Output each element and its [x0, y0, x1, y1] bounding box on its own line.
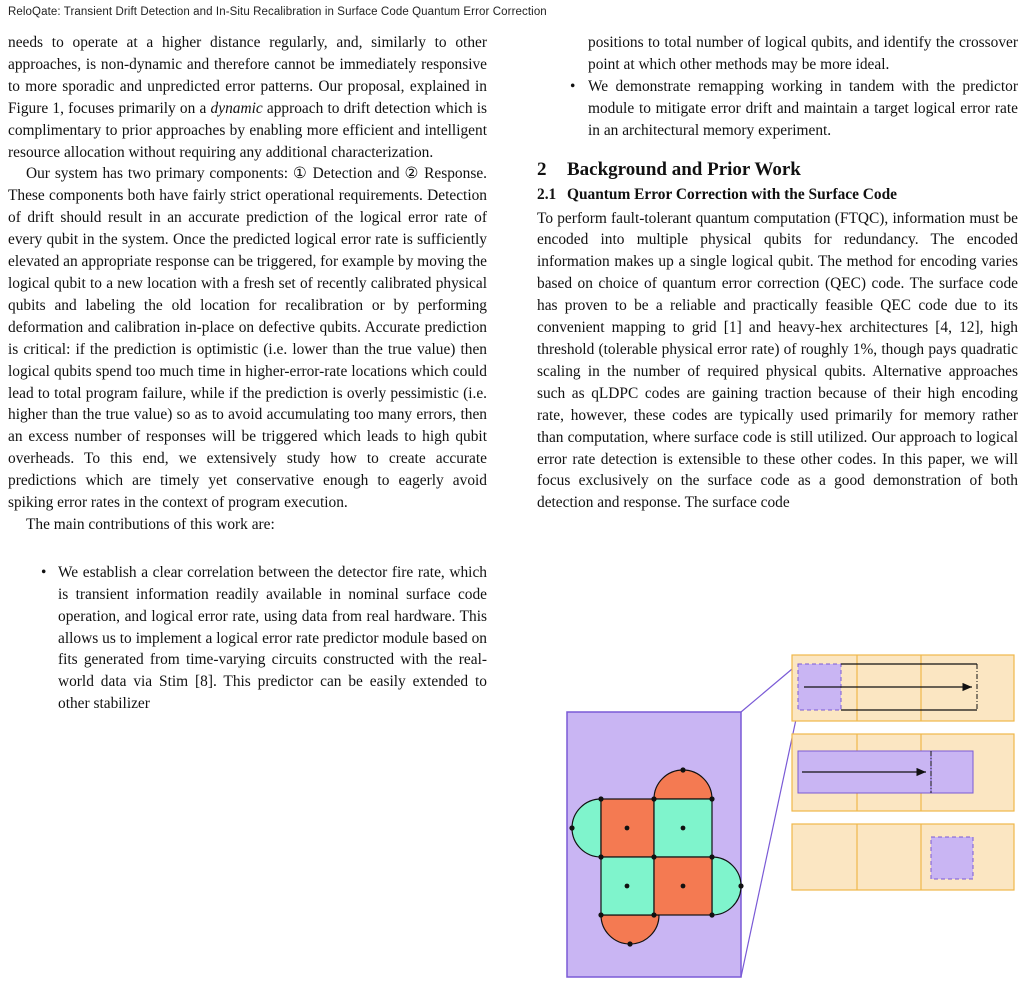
layout-panel-1: [792, 655, 1014, 721]
bullet-icon: •: [41, 563, 47, 581]
paragraph: To perform fault-tolerant quantum computation (FTQC), information must be encoded into multiple physical qubits for redundancy. The encoded information makes up a single logical qubit. The method for encoding varies based on choice of quantum error correction (QEC) code. The surface code has proven to be a reliable and practically feasible QEC code due to its convenient mapping to grid [1] and heavy-hex architectures [4, 12], high threshold (tolerable physical error rate) of roughly 1%, though pays quadratic scaling in the number of required physical qubits. Alternative approaches such as qLDPC codes are gaining traction because of their high encoding rate, however, these codes are typically used primarily for memory rather than computation, where surface code is still utilized. Our approach to logical error rate detection is extensible to these other codes. In this paper, we will focus exclusively on the surface code as a good demonstration of both detection and response. The surface code: [537, 209, 1018, 512]
emphasis: dynamic: [210, 99, 263, 117]
layout-panel-3: [792, 824, 1014, 890]
list-item: [8, 562, 487, 715]
list-item-text: We establish a clear correlation between the detector fire rate, which is transient information readily available in nominal surface code operation, and logical error rate, using data from real hardware. This allows us to implement a logical error rate predictor module based on fits generated from time-varying circuits constructed with the real-world data via Stim [8]. This predictor can be easily extended to other stabilizer: [58, 563, 487, 713]
paragraph: Our system has two primary components: ① Detection and ② Response. These components both have fairly strict operational requirements. Detection of drift should result in an accurate prediction of the logical error rate of every qubit in the system. Once the predicted logical error rate is sufficiently elevated an appropriate response can be triggered, for example by moving the logical qubit to a new location with a fresh set of recently calibrated physical qubits and labeling the old location for recalibration or by performing deformation and calibration in-place on defective qubits. Accurate prediction is critical: if the prediction is optimistic (i.e. lower than the true value) then logical qubits spend too much time in higher-error-rate locations which could lead to total program failure, while if the prediction is overly pessimistic (i.e. higher than the true value) so as to avoid accumulating too many errors, then an excess number of responses will be triggered which leads to high qubit overheads. To this end, we extensively study how to create accurate predictions which are timely yet conservative enough to eagerly avoid spiking error rates in the context of program execution.: [8, 165, 487, 512]
contributions-list-cont: [537, 76, 1018, 142]
bullet-icon: •: [570, 77, 576, 95]
right-column: [537, 32, 1018, 514]
running-head: ReloQate: Transient Drift Detection and In-Situ Recalibration in Surface Code Quantum Error Correction: [8, 6, 547, 18]
paragraph: [8, 32, 487, 163]
subsection-heading: [537, 184, 1018, 206]
text-span: needs to operate at a higher distance regularly, and, similarly to other approaches, is non-dynamic and therefore cannot be immediately responsive to more sporadic and unpredicted error patterns. Our proposal, explained in Figure 1, focuses primarily on a: [8, 34, 487, 117]
section-heading: [537, 158, 1018, 182]
subsection-title: Quantum Error Correction with the Surface Code: [567, 185, 898, 203]
list-continuation: positions to total number of logical qubits, and identify the crossover point at which other methods may be more ideal.: [588, 34, 1018, 73]
left-column: [8, 32, 487, 715]
subsection-number: 2.1: [537, 185, 557, 203]
section-title: Background and Prior Work: [567, 158, 801, 180]
text-span: approach to drift detection which is complimentary to prior approaches by enabling more efficient and intelligent resource allocation without requiring any additional characterization.: [8, 99, 487, 161]
section-number: 2: [537, 158, 547, 180]
layout-panel-2: [792, 734, 1014, 811]
contributions-list: [8, 562, 487, 715]
zoom-line: [741, 664, 798, 712]
figure-1-graphic: [566, 652, 1018, 980]
figure-1: [566, 652, 1018, 980]
zoom-line: [741, 710, 798, 977]
paragraph: The main contributions of this work are:: [26, 515, 275, 533]
list-item: [537, 76, 1018, 142]
list-item-text: We demonstrate remapping working in tandem with the predictor module to mitigate error drift and maintain a target logical error rate in an architectural memory experiment.: [588, 77, 1018, 139]
